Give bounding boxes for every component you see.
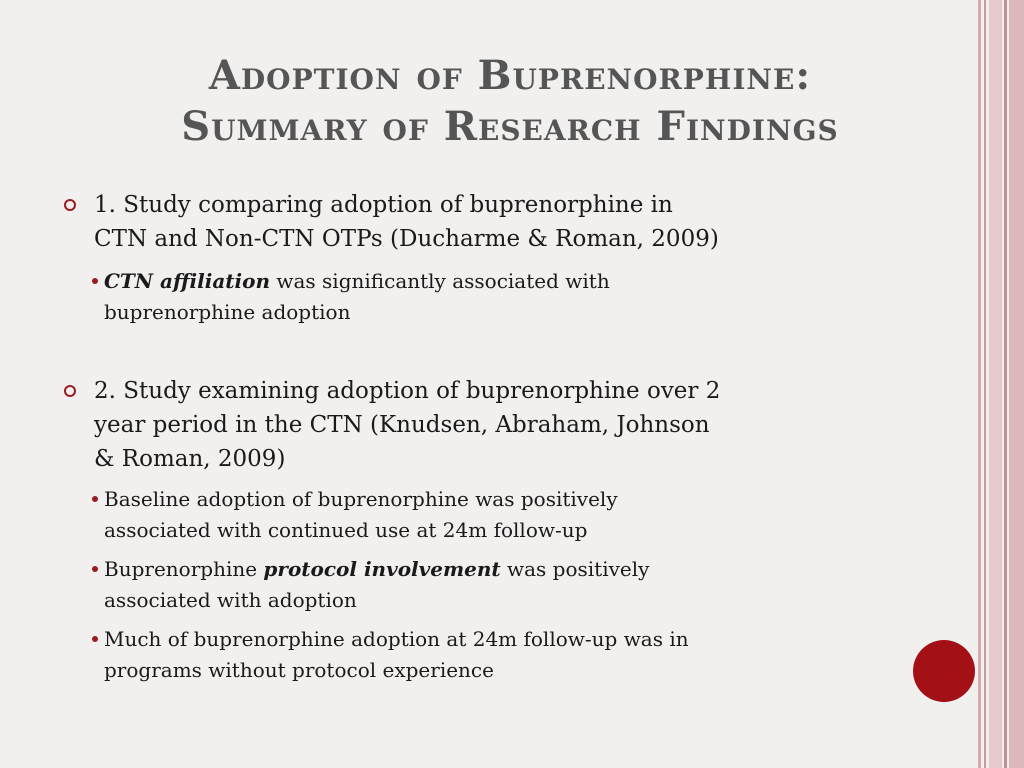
sub-bullet-2-2 [62, 554, 902, 616]
sub-bullet-2-3 [62, 624, 902, 686]
sub-bullet-1-1 [62, 266, 902, 328]
item-1-line-1: 1. Study comparing adoption of buprenorphine in [94, 192, 673, 218]
ring-bullet-icon [64, 385, 76, 397]
sub-text: Much of buprenorphine adoption at 24m follow-up was in [104, 627, 689, 651]
sub-text: Buprenorphine [104, 557, 264, 581]
sub-text: associated with continued use at 24m follow-up [104, 518, 588, 542]
slide-content [62, 188, 902, 686]
item-1-line-2: CTN and Non-CTN OTPs (Ducharme & Roman, 2009) [94, 226, 719, 252]
decorative-stripes [978, 0, 1024, 768]
item-2-line-1: 2. Study examining adoption of buprenorphine over 2 [94, 378, 721, 404]
slide-title [60, 50, 960, 152]
sub-text: programs without protocol experience [104, 658, 494, 682]
stripe [984, 0, 986, 768]
sub-text: Baseline adoption of buprenorphine was positively [104, 487, 618, 511]
stripe [1004, 0, 1007, 768]
dot-bullet-icon [92, 566, 98, 572]
sub-text: was positively [500, 557, 650, 581]
emphasis-text: CTN affiliation [104, 269, 271, 293]
dot-bullet-icon [92, 636, 98, 642]
title-line-2: Summary of Research Findings [181, 103, 839, 150]
decorative-circle [913, 640, 975, 702]
bullet-item-1 [62, 188, 902, 256]
stripe [1009, 0, 1024, 768]
item-2-line-3: & Roman, 2009) [94, 446, 286, 472]
sub-text: buprenorphine adoption [104, 300, 351, 324]
title-line-1: Adoption of Buprenorphine: [208, 52, 812, 99]
dot-bullet-icon [92, 496, 98, 502]
dot-bullet-icon [92, 278, 98, 284]
sub-text: associated with adoption [104, 588, 357, 612]
emphasis-text: protocol involvement [263, 557, 501, 581]
stripe [989, 0, 1002, 768]
ring-bullet-icon [64, 199, 76, 211]
bullet-item-2 [62, 374, 902, 476]
sub-text: was significantly associated with [270, 269, 610, 293]
stripe [978, 0, 981, 768]
item-2-line-2: year period in the CTN (Knudsen, Abraham, Johnson [94, 412, 710, 438]
sub-bullet-2-1 [62, 484, 902, 546]
